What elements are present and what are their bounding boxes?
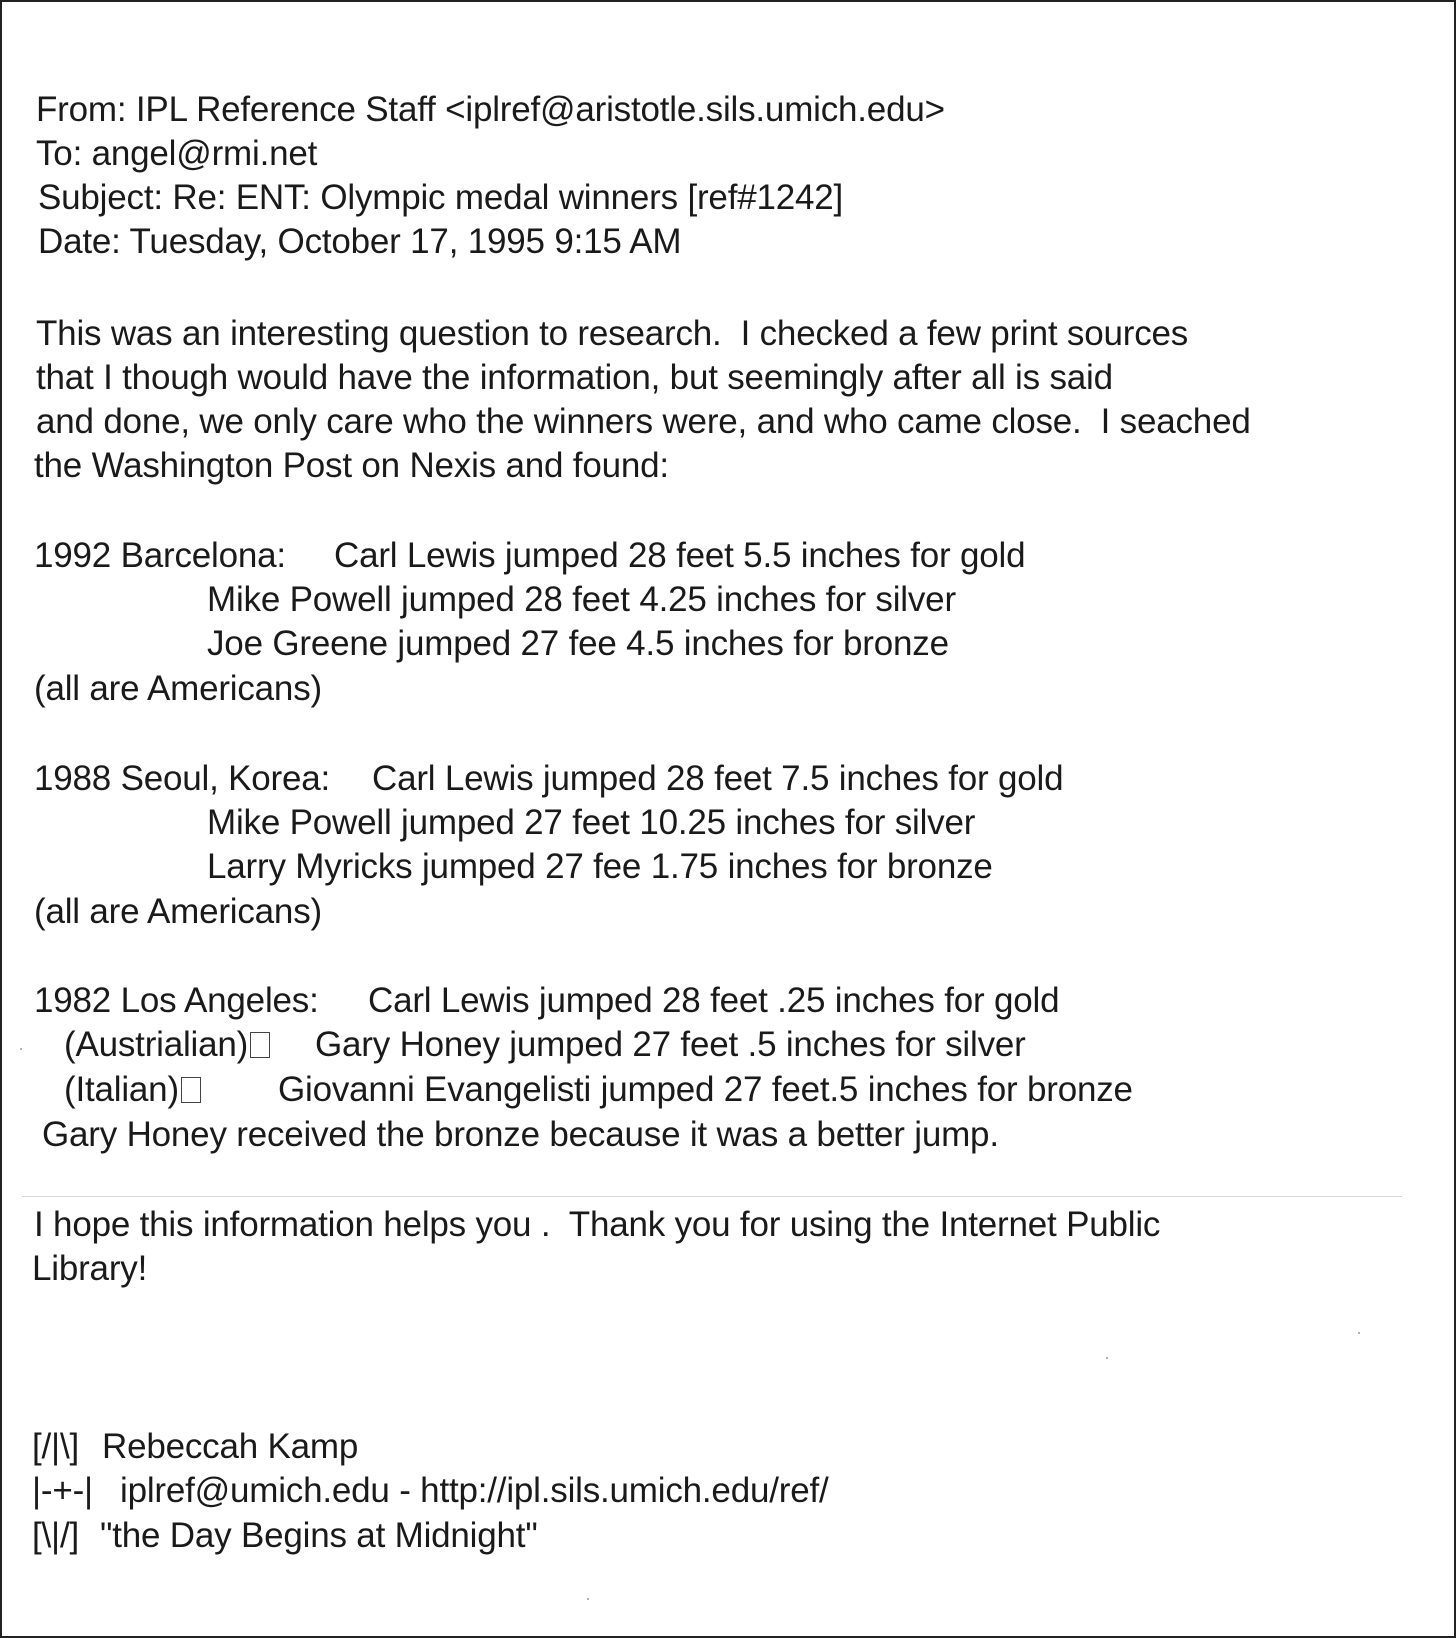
scan-artifact-line <box>22 1196 1402 1197</box>
signature-art-3: [\|/] <box>32 1516 79 1555</box>
header-subject: Subject: Re: ENT: Olympic medal winners [ref#1242] <box>38 178 844 217</box>
la-bronze-nationality-text: (Italian) <box>64 1070 179 1109</box>
signature-name: Rebeccah Kamp <box>102 1427 359 1466</box>
la-label: 1982 Los Angeles: <box>34 981 319 1020</box>
la-note: Gary Honey received the bronze because it was a better jump. <box>42 1115 999 1154</box>
la-bronze: Giovanni Evangelisti jumped 27 feet.5 inches for bronze <box>278 1070 1133 1109</box>
scan-speck <box>20 1048 22 1050</box>
signature-art-1: [/|\] <box>32 1427 79 1466</box>
intro-line-2: that I though would have the information, but seemingly after all is said <box>36 358 1113 397</box>
header-from: From: IPL Reference Staff <iplref@aristotle.sils.umich.edu> <box>36 90 945 129</box>
la-bronze-nationality <box>64 1069 207 1111</box>
seoul-silver: Mike Powell jumped 27 feet 10.25 inches for silver <box>207 803 976 842</box>
barcelona-note: (all are Americans) <box>34 669 322 708</box>
closing-line-1: I hope this information helps you . Thank you for using the Internet Public <box>34 1205 1161 1244</box>
la-gold: Carl Lewis jumped 28 feet .25 inches for gold <box>368 981 1060 1020</box>
closing-line-2: Library! <box>32 1249 148 1288</box>
barcelona-label: 1992 Barcelona: <box>34 536 286 575</box>
signature-contact: iplref@umich.edu - http://ipl.sils.umich.edu/ref/ <box>120 1471 829 1510</box>
seoul-note: (all are Americans) <box>34 892 322 931</box>
scan-speck <box>587 1598 589 1600</box>
la-silver-nationality-text: (Austrialian) <box>64 1025 249 1064</box>
header-to: To: angel@rmi.net <box>36 134 318 173</box>
seoul-bronze: Larry Myricks jumped 27 fee 1.75 inches for bronze <box>207 847 993 886</box>
scan-speck <box>1106 1357 1108 1359</box>
seoul-gold: Carl Lewis jumped 28 feet 7.5 inches for gold <box>372 759 1064 798</box>
intro-line-3: and done, we only care who the winners were, and who came close. I seached <box>36 402 1251 441</box>
barcelona-gold: Carl Lewis jumped 28 feet 5.5 inches for gold <box>334 536 1026 575</box>
la-silver-nationality <box>64 1024 276 1066</box>
missing-glyph-box-icon <box>250 1032 270 1058</box>
barcelona-bronze: Joe Greene jumped 27 fee 4.5 inches for bronze <box>207 624 949 663</box>
la-silver: Gary Honey jumped 27 feet .5 inches for silver <box>315 1025 1026 1064</box>
barcelona-silver: Mike Powell jumped 28 feet 4.25 inches for silver <box>207 580 956 619</box>
seoul-label: 1988 Seoul, Korea: <box>34 759 331 798</box>
missing-glyph-box-icon <box>181 1077 201 1103</box>
signature-motto: "the Day Begins at Midnight" <box>100 1516 538 1555</box>
intro-line-1: This was an interesting question to research. I checked a few print sources <box>36 314 1189 353</box>
scan-speck <box>1358 1332 1360 1334</box>
signature-art-2: |-+-| <box>32 1471 93 1510</box>
intro-line-4: the Washington Post on Nexis and found: <box>34 446 669 485</box>
header-date: Date: Tuesday, October 17, 1995 9:15 AM <box>38 222 682 261</box>
